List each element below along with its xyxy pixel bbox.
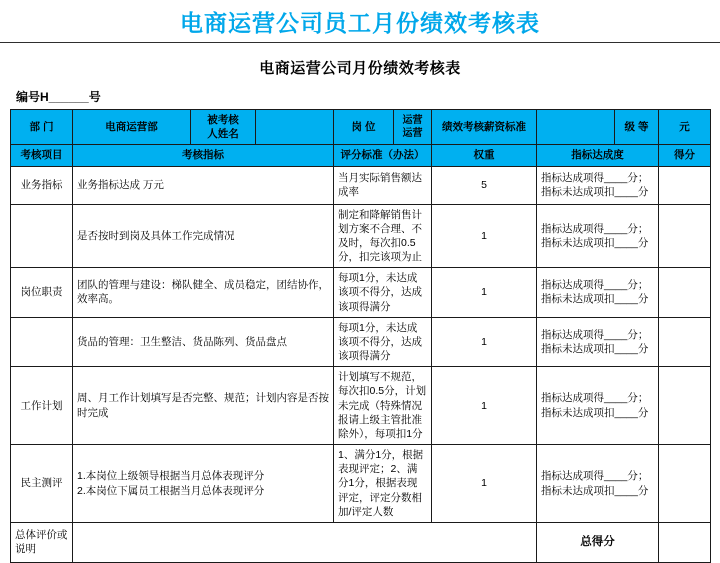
banner-title: 电商运营公司员工月份绩效考核表 (180, 10, 540, 37)
header-standard: 评分标准（办法） (334, 145, 432, 166)
row-indicator (73, 445, 334, 523)
code-suffix: 号 (88, 90, 101, 104)
row-weight: 1 (432, 317, 537, 367)
document-title: 电商运营公司月份绩效考核表 (259, 60, 461, 77)
achievement-line-1: 指标达成项得____分； (541, 392, 649, 405)
row-item: 民主测评 (11, 445, 73, 523)
achievement-line-1: 指标达成项得____分； (541, 222, 649, 235)
dept-label: 部 门 (11, 110, 73, 145)
row-achievement (537, 367, 659, 445)
row-item: 业务指标 (11, 166, 73, 204)
row-score[interactable] (659, 166, 711, 204)
grade-label: 级 等 (615, 110, 659, 145)
row-item (11, 204, 73, 268)
summary-label-l2: 说明 (15, 543, 36, 556)
row-weight: 1 (432, 204, 537, 268)
row-score[interactable] (659, 317, 711, 367)
row-item (11, 317, 73, 367)
header-weight: 权重 (432, 145, 537, 166)
achievement-line-2: 指标未达成项扣____分 (541, 293, 649, 306)
post-label: 岗 位 (334, 110, 394, 145)
post-value[interactable]: 运营运营 (394, 110, 432, 145)
row-indicator: 是否按时到岗及具体工作完成情况 (73, 204, 334, 268)
header-row (11, 145, 711, 166)
summary-label-l1: 总体评价或 (15, 529, 68, 542)
unit-label: 元 (659, 110, 711, 145)
indicator-line-2: 2.本岗位下属员工根据当月总体表现评分 (77, 484, 265, 497)
row-standard: 计划填写不规范，每次扣0.5分，计划未完成（特殊情况报请上级主管批准除外），每项扣1分 (334, 367, 432, 445)
total-score-value[interactable] (659, 522, 711, 562)
header-item: 考核项目 (11, 145, 73, 166)
row-score[interactable] (659, 445, 711, 523)
document-code-line (10, 88, 710, 109)
row-standard: 当月实际销售额达成率 (334, 166, 432, 204)
row-score[interactable] (659, 367, 711, 445)
document-body (0, 43, 720, 563)
salary-value[interactable] (537, 110, 615, 145)
table-row (11, 445, 711, 523)
table-row (11, 204, 711, 268)
row-item: 工作计划 (11, 367, 73, 445)
achievement-line-2: 指标未达成项扣____分 (541, 236, 649, 249)
achievement-line-2: 指标未达成项扣____分 (541, 406, 649, 419)
achievement-line-1: 指标达成项得____分； (541, 171, 649, 184)
page-banner (0, 0, 720, 43)
dept-value[interactable]: 电商运营部 (73, 110, 191, 145)
achievement-line-2: 指标未达成项扣____分 (541, 186, 649, 199)
salary-label: 绩效考核薪资标准 (432, 110, 537, 145)
row-standard: 制定和降解销售计划方案不合理、不及时，每次扣0.5分，扣完该项为止 (334, 204, 432, 268)
table-row (11, 166, 711, 204)
person-label (191, 110, 256, 145)
header-indicator: 考核指标 (73, 145, 334, 166)
indicator-line-1: 1.本岗位上级领导根据当月总体表现评分 (77, 470, 265, 483)
row-weight: 1 (432, 268, 537, 318)
row-achievement (537, 268, 659, 318)
table-row (11, 367, 711, 445)
row-achievement (537, 166, 659, 204)
table-row (11, 317, 711, 367)
appraisal-table (10, 109, 711, 563)
row-score[interactable] (659, 204, 711, 268)
achievement-line-1: 指标达成项得____分； (541, 279, 649, 292)
row-achievement (537, 317, 659, 367)
row-standard: 每项1分，未达成该项不得分，达成该项得满分 (334, 317, 432, 367)
achievement-line-1: 指标达成项得____分； (541, 470, 649, 483)
row-weight: 5 (432, 166, 537, 204)
row-indicator: 团队的管理与建设：梯队健全、成员稳定，团结协作，效率高。 (73, 268, 334, 318)
person-label-l2: 人姓名 (207, 128, 239, 141)
row-achievement (537, 445, 659, 523)
row-item: 岗位职责 (11, 268, 73, 318)
code-label: 编号H (16, 90, 49, 104)
row-indicator: 货品的管理：卫生整洁、货品陈列、货品盘点 (73, 317, 334, 367)
row-standard: 每项1分，未达成该项不得分，达成该项得满分 (334, 268, 432, 318)
achievement-line-1: 指标达成项得____分； (541, 328, 649, 341)
row-indicator: 周、月工作计划填写是否完整、规范；计划内容是否按时完成 (73, 367, 334, 445)
info-row (11, 110, 711, 145)
summary-value[interactable] (73, 522, 537, 562)
total-score-label: 总得分 (537, 522, 659, 562)
person-label-l1: 被考核 (207, 114, 239, 126)
achievement-line-2: 指标未达成项扣____分 (541, 484, 649, 497)
achievement-line-2: 指标未达成项扣____分 (541, 342, 649, 355)
summary-label (11, 522, 73, 562)
row-weight: 1 (432, 445, 537, 523)
header-achievement: 指标达成度 (537, 145, 659, 166)
summary-row (11, 522, 711, 562)
row-indicator: 业务指标达成 万元 (73, 166, 334, 204)
code-blank: ______ (48, 90, 89, 104)
row-weight: 1 (432, 367, 537, 445)
row-standard: 1、满分1分，根据表现评定；2、满分1分，根据表现评定，评定分数相加/评定人数 (334, 445, 432, 523)
row-achievement (537, 204, 659, 268)
person-value[interactable] (256, 110, 334, 145)
row-score[interactable] (659, 268, 711, 318)
header-score: 得分 (659, 145, 711, 166)
table-row (11, 268, 711, 318)
